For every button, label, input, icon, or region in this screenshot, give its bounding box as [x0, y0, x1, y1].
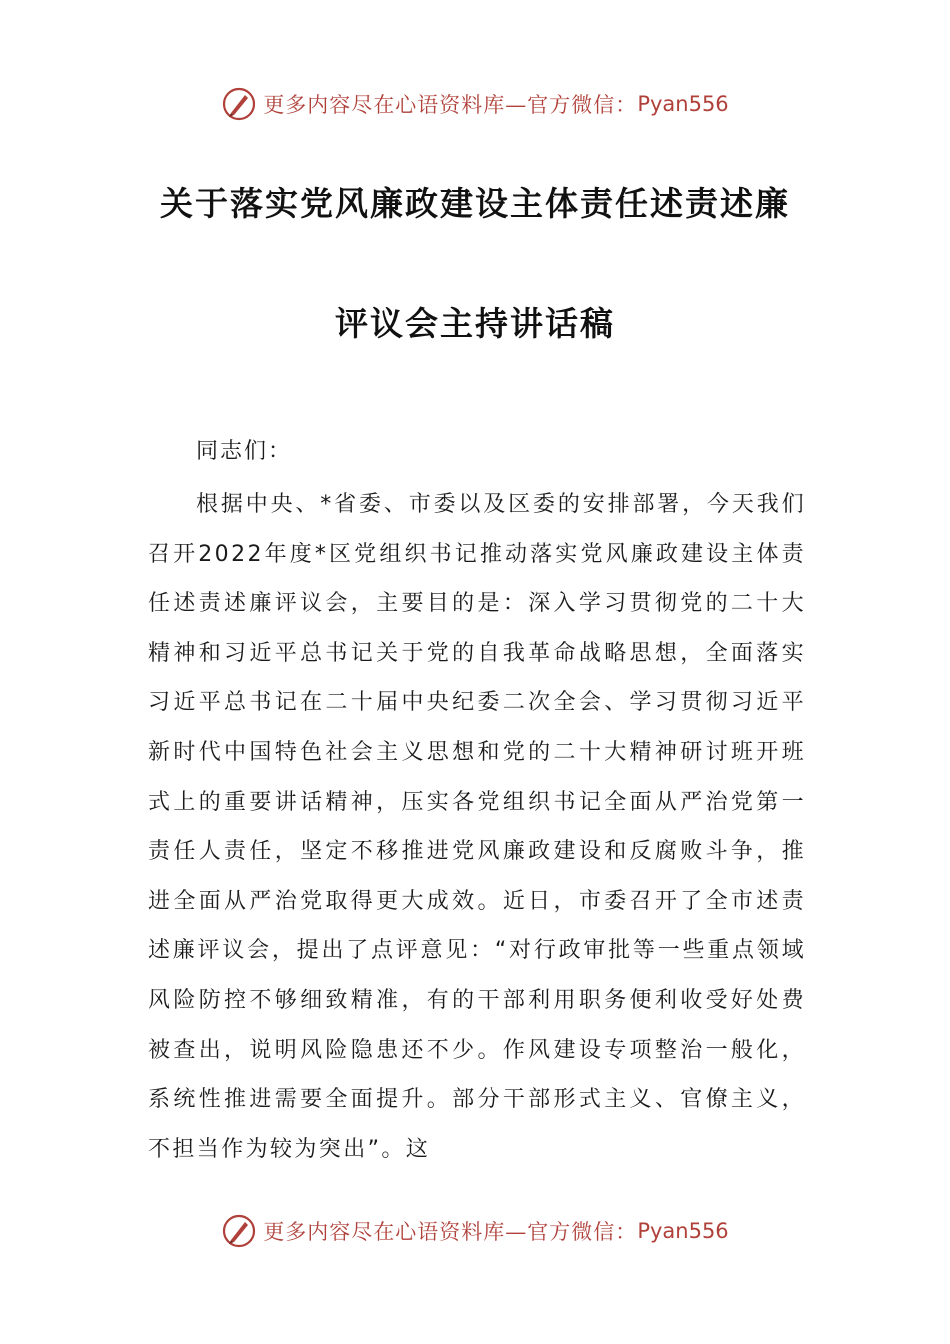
- header-watermark-banner: [0, 84, 950, 124]
- greeting: 同志们：: [196, 439, 293, 464]
- footer-watermark-banner: [0, 1211, 950, 1251]
- body-paragraph: 根据中央、*省委、市委以及区委的安排部署，今天我们召开2022年度*区党组织书记推动落实党风廉政建设主体责任述责述廉评议会，主要目的是：深入学习贯彻党的二十大精神和习近平总书记关于党的自我革命战略思想，全面落实习近平总书记在二十届中央纪委二次全会、学习贯彻习近平新时代中国特色社会主义思想和党的二十大精神研讨班开班式上的重要讲话精神，压实各党组织书记全面从严治党第一责任人责任，坚定不移推进党风廉政建设和反腐败斗争，推进全面从严治党取得更大成效。近日，市委召开了全市述责述廉评议会，提出了点评意见：“对行政审批等一些重点领域风险防控不够细致精准，有的干部利用职务便利收受好处费被查出，说明风险隐患还不少。作风建设专项整治一般化，系统性推进需要全面提升。部分干部形式主义、官僚主义，不担当作为较为突出”。这: [148, 492, 806, 1162]
- banner-text: 更多内容尽在心语资料库—官方微信：: [263, 1220, 638, 1244]
- document-title-line-2: 评议会主持讲话稿: [335, 304, 615, 343]
- banner-wechat-id: Pyan556: [637, 1219, 729, 1243]
- pen-logo-icon: [221, 1213, 257, 1249]
- pen-logo-icon: [221, 86, 257, 122]
- banner-wechat-id: Pyan556: [637, 92, 729, 116]
- document-title-line-1: 关于落实党风廉政建设主体责任述责述廉: [160, 184, 790, 223]
- banner-text: 更多内容尽在心语资料库—官方微信：: [263, 93, 638, 117]
